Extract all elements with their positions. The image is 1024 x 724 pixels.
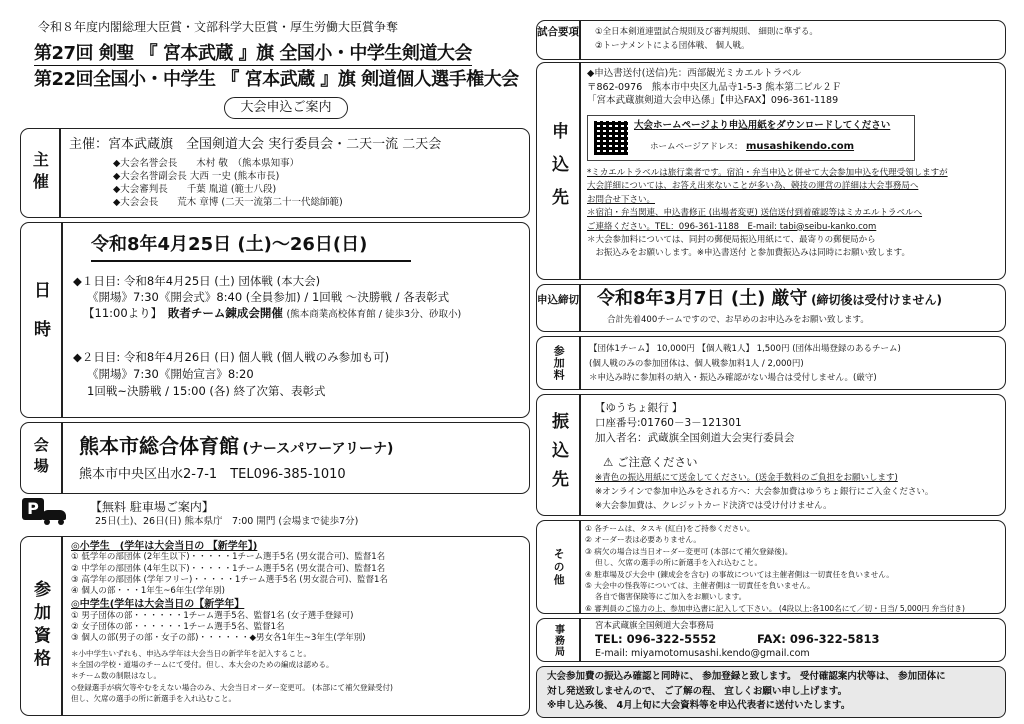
application-section: [536, 62, 1006, 280]
transfer-notes: ※青色の振込用紙にて送金してください。(送金手数料のご負担をお願いします) ※オンラインで参加申込みをされる方へ：大会参加費はゆうちょ銀行にご入金ください。 ※大会参加費は、クレジットカード決済では受け付けません。: [595, 473, 934, 511]
venue-sub: (ナースパワーアリーナ): [242, 441, 394, 457]
organizer-section: [20, 128, 530, 218]
organizer-roles: ◆大会名誉会長 木村 敬 （熊本県知事） ◆大会名誉副会長 大西 一史 (熊本市長) ◆大会審判長 千葉 胤道 (範士八段) ◆大会会長 荒木 章博 (二天一流第二十一代総師範): [113, 158, 343, 208]
parking-detail: 25日(土)、26日(日) 熊本県庁 7:00 開門 (会場まで徒歩7分): [95, 516, 359, 527]
venue-label: 会場: [31, 437, 50, 479]
other-label: その他: [552, 547, 566, 587]
venue-section: [20, 422, 530, 494]
fee-body: 【団体1チーム】 10,000円 【個人戦1人】 1,500円 (団体出場登録のあるチーム) (個人戦のみの参加団体は、個人戦参加料1人 / 2,000円) ＊申込み時に参加料の納入・振込み確認がない場合は受付しません。(厳守): [589, 344, 901, 383]
download-text: 大会ホームページより申込用紙をダウンロードしてください: [634, 120, 891, 131]
footer-notice: 大会参加費の振込み確認と同時に、 参加登録と致します。 受付確認案内状等は、 参加団体に 対し発送致しませんので、 ご了解の程、 宜しくお願い申し上げます。 ※申し込み後、 4月上旬に大会資料等を申込代表者に送付いたします。: [536, 666, 1006, 718]
venue-name-row: [79, 433, 393, 459]
day1-block: ◆１日目: 令和8年4月25日 (土) 団体戦 (本大会) 《開場》7:30《開会式》8:40 (全員参加) / 1回戦 ～決勝戦 / 各表彰式 【11:00より】 敗者チーム錬成会開催 (熊本商業高校体育館 / 徒歩3分、砂取小): [73, 274, 462, 320]
fee-section: [536, 336, 1006, 390]
schedule-section: [20, 222, 530, 418]
organizer-main: 主催：宮本武蔵旗 全国剣道大会 実行委員会・二天一流 二天会: [69, 137, 442, 152]
fee-label: 参加料: [552, 345, 566, 381]
qualification-body: ◎小学生 (学年は大会当日の 【新学年】) ① 低学年の部団体 (2年生以下)・・・・・1チーム選手5名 (男女混合可)、監督1名 ② 中学年の部団体 (4年生以下)・・・・・1チーム選手5名 (男女混合可)、監督1名 ③ 高学年の部団体 (学年フリー)・・・・・1チーム選手5名 (男女混合可)、監督1名 ④ 個人の部・・・1年生~6年生(学年別) ◎中学生(学年は大会当日の【新学年】 ① 男子団体の部・・・・・・1チーム選手5名、監督1名 (女子選手登録可) ② 女子団体の部・・・・・・1チーム選手5名、監督1名 ③ 個人の部(男子の部・女子の部)・・・・・・◆男女各1年生~3年生(学年別) ＊小中学生いずれも、申込み学年は大会当日の新学年を記入すること。 ＊全国の学校・道場のチームにて受付。但し、本大会のための編成は認める。 ＊チーム数の制限はなし。 ◇登録選手が病欠等やむをえない場合のみ、大会当日オーダー変更可。 (本部にて補欠登録受付) 但し、欠席の選手の所に新選手を入れ込むこと。: [71, 541, 393, 703]
event-dates: 令和8年4月25日 (土)～26日(日): [91, 233, 411, 262]
office-section: [536, 618, 1006, 662]
rules-body: ①全日本剣道連盟試合規則及び審判規則、 細則に準ずる。 ②トーナメントによる団体戦、 個人戦。: [595, 27, 818, 51]
bank-block: 【ゆうちょ銀行 】 口座番号:01760－3－121301 加入者名：武蔵旗全国剣道大会実行委員会: [595, 402, 795, 444]
warning-icon: ⚠: [603, 455, 614, 469]
guide-label: 大会申込ご案内: [224, 97, 348, 119]
homepage-link[interactable]: musashikendo.com: [745, 141, 855, 152]
office-name: 宮本武蔵旗全国剣道大会事務局: [595, 621, 715, 631]
deadline-note: 合計先着400チームですので、お早めのお申込みをお願い致します。: [607, 315, 869, 325]
title-main: 第27回 剣聖 『 宮本武蔵 』旗 全国小・中学生剣道大会: [34, 42, 472, 66]
day2-block: ◆２日目: 令和8年4月26日 (日) 個人戦 (個人戦のみ参加も可) 《開場》7:30《開始宣言》8:20 1回戦~決勝戦 / 15:00 (各) 終了次第、表彰式: [73, 350, 390, 398]
office-fax: FAX: 096-322-5813: [757, 632, 880, 646]
venue-name: 熊本市総合体育館: [79, 434, 239, 458]
schedule-label: 日時: [30, 281, 51, 359]
qr-code[interactable]: [594, 121, 628, 155]
caution-row: ⚠ ご注意ください: [603, 455, 698, 469]
parking-title: 【無料 駐車場ご案内】: [90, 500, 214, 514]
homepage-row: ホームページアドレス: musashikendo.com: [650, 141, 855, 152]
organizer-label: 主催: [30, 151, 50, 195]
transfer-section: [536, 394, 1006, 516]
deadline-label: 申込締切: [537, 294, 579, 306]
application-notes: *ミカエルトラベルは旅行業者です。宿泊・弁当申込と併せて大会参加申込を代理受領しますが 大会詳細については、お答え出来ないことが多い為、競技の運営の詳細は大会事務局へ お問合せ下さい。 ＊宿泊・弁当関連、申込書修正 (出場者変更) 送信送付到着確認等はミカエルトラベルへ ご連絡ください。TEL：096-361-1188 E-mail: tabi@seibu-kanko.com ＊大会参加料については、同封の郵便局振込用紙にて、最寄りの郵便局から お振込みをお願いします。※申込書送付 と参加費振込みは同時にお願い致します。: [587, 168, 948, 259]
other-section: [536, 520, 1006, 614]
office-email[interactable]: E-mail: miyamotomusashi.kendo@gmail.com: [595, 648, 810, 659]
qualification-section: [20, 536, 530, 716]
deadline-section: [536, 284, 1006, 332]
deadline-row: [597, 287, 942, 310]
parking-icon: P: [22, 498, 66, 532]
venue-address: 熊本市中央区出水2-7-1 TEL096-385-1010: [79, 467, 346, 482]
office-label: 事務局: [552, 623, 564, 657]
rules-label: 試合要項: [537, 26, 579, 38]
download-box: [587, 115, 915, 161]
qualification-label: 参加資格: [30, 580, 51, 672]
title-sub: 第22回全国小・中学生 『 宮本武蔵 』旗 剣道個人選手権大会: [34, 69, 519, 90]
application-address: ◆申込書送付(送信)先：西部観光ミカエルトラベル 〒862-0976 熊本市中央区九品寺1-5-3 熊本第二ビル２Ｆ 「宮本武蔵旗剣道大会申込係」【申込FAX】096-361-1189: [587, 68, 842, 106]
other-body: ① 各チームは、タスキ (紅白)をご持参ください。 ② オーダー表は必要ありません。 ③ 病欠の場合は当日オーダー変更可 (本部にて補欠登録後)。 但し、欠席の選手の所に新選手を入れ込むこと。 ④ 駐車場及び大会中 (錬成会を含む) の事故については主催者側は一切責任を負いません。 ⑤ 大会中の怪我等については、主催者側は一切責任を負いません。 各自で傷害保険等にご加入をお願いします。 ⑥ 審判員のご協力の上、参加申込書に記入して下さい。 (4段以上:各100名にて／切・日当/ 5,000円 弁当付き): [585, 524, 965, 613]
award-line: 令和８年度内閣総理大臣賞・文部科学大臣賞・厚生労働大臣賞争奪: [38, 20, 399, 34]
office-tel: TEL: 096-322-5552: [595, 632, 717, 646]
application-label: 申込先: [548, 121, 569, 221]
transfer-label: 振込先: [548, 411, 569, 499]
rules-section: [536, 20, 1006, 60]
deadline-after: (締切後は受付けません): [811, 293, 943, 307]
deadline-date: 令和8年3月7日 (土) 厳守: [597, 288, 808, 309]
